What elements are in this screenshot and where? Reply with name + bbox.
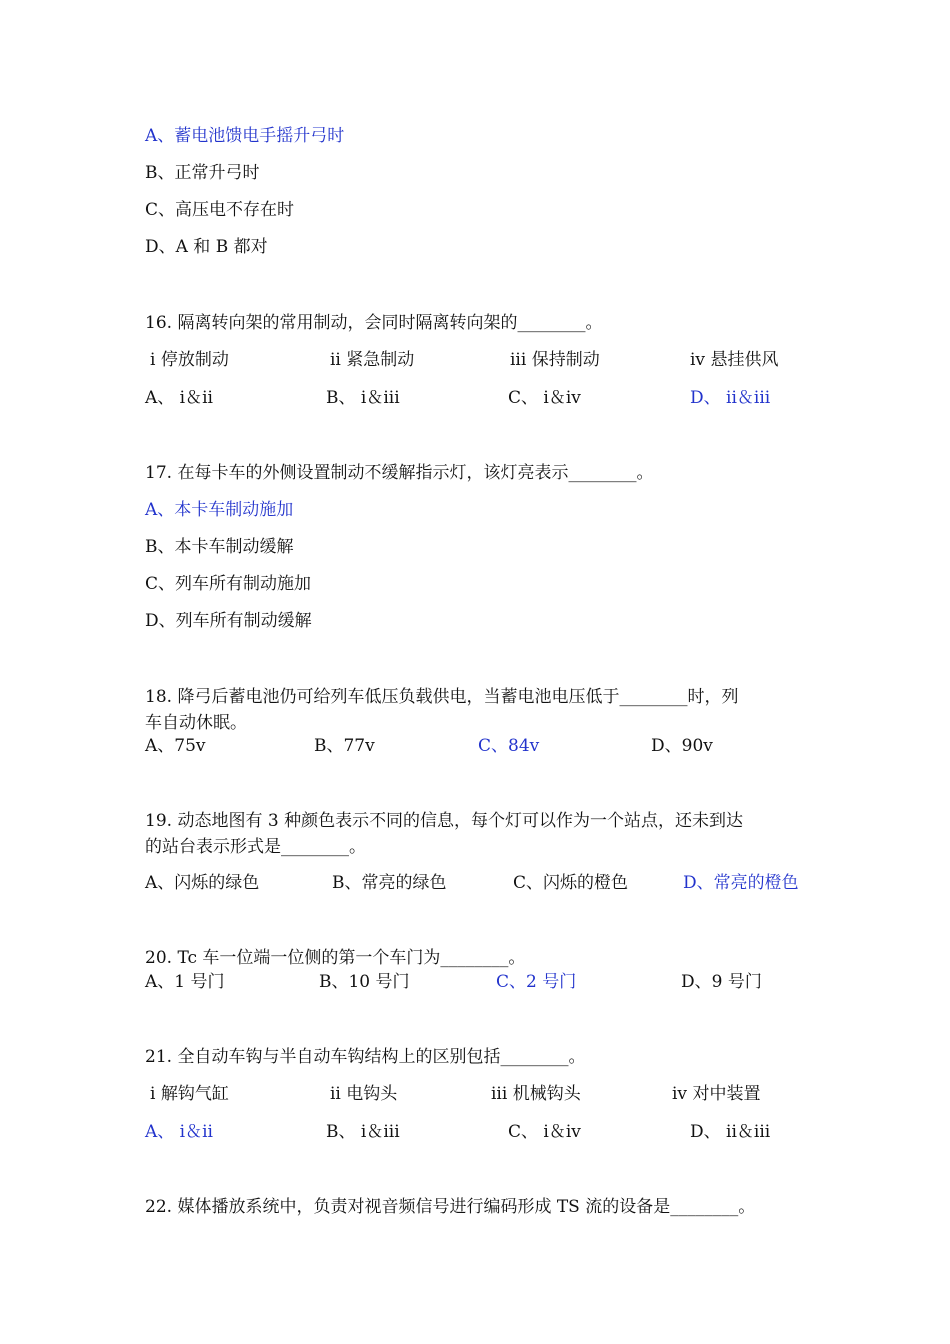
q19-stem bbox=[145, 808, 810, 860]
q21-option-a: A、 i＆ii bbox=[145, 1122, 213, 1142]
q16-item-i: i 停放制动 bbox=[150, 350, 229, 370]
q18-option-a: A、75v bbox=[145, 736, 206, 756]
q17-option-b: B、本卡车制动缓解 bbox=[145, 537, 294, 557]
q15-option-d: D、A 和 B 都对 bbox=[145, 237, 268, 257]
q21-option-d: D、 ii＆iii bbox=[690, 1122, 771, 1142]
q17-option-d: D、列车所有制动缓解 bbox=[145, 611, 312, 631]
q15-option-b: B、正常升弓时 bbox=[145, 163, 260, 183]
q18-option-b: B、77v bbox=[314, 736, 375, 756]
q16-option-d: D、 ii＆iii bbox=[690, 388, 771, 408]
q17-option-a: A、本卡车制动施加 bbox=[145, 500, 294, 520]
q16-option-b: B、 i＆iii bbox=[326, 388, 400, 408]
q21-stem: 21. 全自动车钩与半自动车钩结构上的区别包括________。 bbox=[145, 1047, 586, 1067]
q20-option-a: A、1 号门 bbox=[145, 972, 225, 992]
q21-option-c: C、 i＆iv bbox=[508, 1122, 581, 1142]
q16-item-ii: ii 紧急制动 bbox=[330, 350, 415, 370]
q20-option-d: D、9 号门 bbox=[681, 972, 762, 992]
q21-item-i: i 解钩气缸 bbox=[150, 1084, 229, 1104]
q15-option-a: A、蓄电池馈电手摇升弓时 bbox=[145, 126, 345, 146]
q16-option-c: C、 i＆iv bbox=[508, 388, 581, 408]
q19-stem-line1: 19. 动态地图有 3 种颜色表示不同的信息，每个灯可以作为一个站点，还未到达 bbox=[145, 811, 744, 831]
q18-option-d: D、90v bbox=[651, 736, 713, 756]
q19-option-d: D、常亮的橙色 bbox=[683, 873, 799, 893]
q19-option-c: C、闪烁的橙色 bbox=[513, 873, 629, 893]
q16-stem: 16. 隔离转向架的常用制动，会同时隔离转向架的________。 bbox=[145, 313, 603, 333]
q16-option-a: A、 i＆ii bbox=[145, 388, 213, 408]
q19-option-a: A、闪烁的绿色 bbox=[145, 873, 260, 893]
q20-stem: 20. Tc 车一位端一位侧的第一个车门为________。 bbox=[145, 948, 526, 968]
q18-stem-line2: 车自动休眠。 bbox=[145, 713, 247, 733]
q18-stem bbox=[145, 684, 810, 736]
q18-stem-line1: 18. 降弓后蓄电池仍可给列车低压负载供电，当蓄电池电压低于________时，列 bbox=[145, 687, 739, 707]
q17-option-c: C、列车所有制动施加 bbox=[145, 574, 312, 594]
q21-item-iii: iii 机械钩头 bbox=[491, 1084, 581, 1104]
q19-stem-line2: 的站台表示形式是________。 bbox=[145, 837, 366, 857]
q20-option-b: B、10 号门 bbox=[319, 972, 410, 992]
q17-stem: 17. 在每卡车的外侧设置制动不缓解指示灯，该灯亮表示________。 bbox=[145, 463, 654, 483]
q19-option-b: B、常亮的绿色 bbox=[332, 873, 447, 893]
q21-item-iv: iv 对中装置 bbox=[672, 1084, 761, 1104]
q15-option-c: C、高压电不存在时 bbox=[145, 200, 295, 220]
q21-item-ii: ii 电钩头 bbox=[330, 1084, 398, 1104]
q22-stem: 22. 媒体播放系统中，负责对视音频信号进行编码形成 TS 流的设备是________。 bbox=[145, 1197, 756, 1217]
q18-option-c: C、84v bbox=[478, 736, 540, 756]
q20-option-c: C、2 号门 bbox=[496, 972, 577, 992]
q16-item-iii: iii 保持制动 bbox=[510, 350, 600, 370]
q21-option-b: B、 i＆iii bbox=[326, 1122, 400, 1142]
q16-item-iv: iv 悬挂供风 bbox=[690, 350, 779, 370]
